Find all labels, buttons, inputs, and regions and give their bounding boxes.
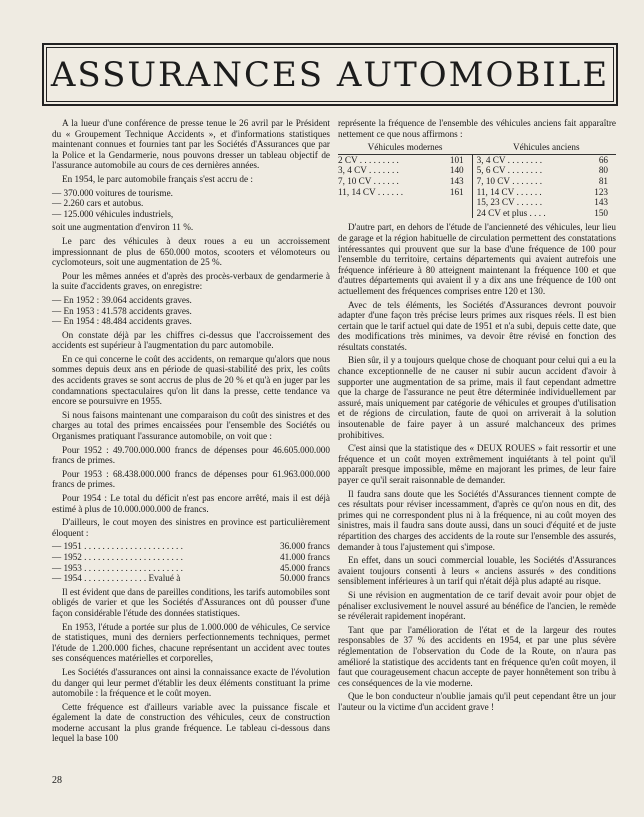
table-row <box>338 187 616 198</box>
paragraph: On constate déjà par les chiffres ci-dessus que l'accroissement des accidents est supérieur à l'augmentation du parc automobile. <box>52 329 330 351</box>
old-value: 81 <box>598 175 608 186</box>
modern-class: 7, 10 CV . . . . . . <box>338 175 399 186</box>
paragraph: A la lueur d'une conférence de presse tenue le 26 avril par le Président du « Groupement Technique Accidents », et d'informations statistiques maintenant connues et fournies tant par les Sociétés d'Assurances que par la Police et la Gendarmerie, nous pouvons dresser un tableau objectif de l'assurance automobile au cours de ces dernières années. <box>52 118 330 171</box>
cost-value: 50.000 francs <box>279 573 330 584</box>
list-item: — 370.000 voitures de tourisme. <box>52 187 173 198</box>
modern-class <box>338 208 438 219</box>
paragraph: représente la fréquence de l'ensemble des véhicules anciens fait apparaître nettement ce que nous affirmons : <box>338 118 616 139</box>
paragraph: Les Sociétés d'assurances ont ainsi la connaissance exacte de l'évolution du danger qui leur permet d'établir les deux éléments constituant la prime automobile : la fréquence et le coût moyen. <box>52 666 330 699</box>
cost-year: — 1953 . . . . . . . . . . . . . . . . . . . . . . <box>52 562 183 573</box>
modern-value: 161 <box>449 186 464 197</box>
paragraph: En 1954, le parc automobile français s'est accru de : <box>62 173 253 184</box>
paragraph: Cette fréquence est d'ailleurs variable avec la puissance fiscale et également la date de construction des véhicules, ceux de construction moderne accusant la plus grande fréquence. Le tableau ci-dessous dans lequel la base 100 <box>52 701 330 744</box>
cost-row <box>52 541 330 552</box>
title-frame <box>42 43 618 106</box>
old-class: 7, 10 CV . . . . . . . <box>476 175 543 186</box>
table-row <box>338 154 616 165</box>
title-inner-frame <box>46 47 614 102</box>
table-row <box>338 208 616 219</box>
table-header-old: Véhicules anciens <box>477 142 616 154</box>
modern-class: 11, 14 CV . . . . . . <box>338 186 404 197</box>
page-title: ASSURANCES AUTOMOBILE <box>50 54 610 95</box>
old-class: 5, 6 CV . . . . . . . . <box>476 165 543 176</box>
fleet-growth-list <box>52 188 330 220</box>
paragraph: D'autre part, en dehors de l'étude de l'ancienneté des véhicules, leur lieu de garage et la région habituelle de circulation permettent des constatations intéressantes qui prouvent que sur la base d'une fréquence de 100 pour l'ensemble du territoire, certains départements qui avaient autrefois une fréquence inférieure à 80 atteignent maintenant la fréquence 100 et que d'autres départements qui avaient il y a dix ans une fréquence de 100 ont actuellement des fréquences comprises entre 120 et 130. <box>338 222 616 296</box>
paragraph: Il est évident que dans de pareilles conditions, les tarifs automobiles sont obligés de varier et que les Sociétés d'Assurances ont dû pousser d'une façon considérable l'étude des données statistiques. <box>52 586 330 618</box>
paragraph: C'est ainsi que la statistique des « DEUX ROUES » fait ressortir et une fréquence et un coût moyen extrêmement inquiétants à tel point qu'il apparaît presque impossible, même en majorant les primes, de leur faire payer ce qu'il serait raisonnable de demander. <box>338 443 616 485</box>
old-value: 80 <box>598 165 608 176</box>
left-column <box>52 118 330 747</box>
modern-class <box>338 197 438 208</box>
list-item: — En 1954 : 48.484 accidents graves. <box>52 316 192 327</box>
cost-year: — 1951 . . . . . . . . . . . . . . . . . . . . . . <box>52 541 183 552</box>
list-item: — En 1953 : 41.578 accidents graves. <box>52 305 192 316</box>
cost-row <box>52 573 330 584</box>
page-number: 28 <box>52 775 62 786</box>
old-class: 24 CV et plus . . . . <box>476 207 546 218</box>
table-row <box>338 165 616 176</box>
old-value: 150 <box>594 207 608 218</box>
paragraph: Si nous faisons maintenant une comparaison du coût des sinistres et des charges au total des primes encaissées pour l'ensemble des Sociétés ou Organismes pratiquant l'assurance automobile, on voit que : <box>52 409 330 442</box>
old-class: 3, 4 CV . . . . . . . . <box>476 154 543 165</box>
cost-value: 45.000 francs <box>279 562 330 573</box>
modern-value: 140 <box>449 165 464 176</box>
list-item: — 2.260 cars et autobus. <box>52 198 144 209</box>
paragraph: Si une révision en augmentation de ce tarif devait avoir pour objet de pénaliser exclusivement le nouvel assuré au bénéfice de l'ancien, le remède se révélerait rapidement inopérant. <box>338 589 616 622</box>
paragraph: En 1953, l'étude a portée sur plus de 1.000.000 de véhicules, Ce service de statistiques, muni des derniers perfectionnements techniques, permet l'étude de 1.200.000 fiches, chacune représentant un accident avec toutes ses conséquences matérielles et corporelles, <box>52 621 330 664</box>
old-value: 123 <box>594 186 608 197</box>
paragraph: soit une augmentation d'environ 11 %. <box>52 222 194 233</box>
table-row <box>338 176 616 187</box>
old-value: 143 <box>594 197 608 208</box>
cost-value: 41.000 francs <box>279 551 330 562</box>
paragraph: Bien sûr, il y a toujours quelque chose de choquant pour celui qui a eu la chance exceptionnelle de ne causer ni subir aucun accident d'avoir à supporter une augmentation de sa prime, mais il faut cependant admettre que la charge de l'assurance ne peut être déterminée individuellement par assuré, mais uniquement par catégorie de véhicules et groupes d'utilisation et de régions de circulation, faute de quoi on arriverait à la solution insoutenable de faire payer à un assuré malchanceux des primes prohibitives. <box>338 355 616 440</box>
old-class: 11, 14 CV . . . . . . <box>476 186 542 197</box>
paragraph: Avec de tels éléments, les Sociétés d'Assurances devront pouvoir adapter d'une façon très précise leurs primes aux risques réels. Il est bien certain que le tarif actuel qui date de 1951 et n'a subi, depuis cette date, que des modifications très minimes, va devoir être révisé en fonction des résultats constatés. <box>338 299 616 352</box>
cost-value: 36.000 francs <box>279 541 330 552</box>
modern-class: 3, 4 CV . . . . . . . <box>338 165 399 176</box>
cost-year: — 1952 . . . . . . . . . . . . . . . . . . . . . . <box>52 551 183 562</box>
list-item: — 125.000 véhicules industriels, <box>52 208 174 219</box>
frequency-table <box>338 142 616 218</box>
accidents-list <box>52 295 330 327</box>
old-class: 15, 23 CV . . . . . . <box>476 197 543 208</box>
paragraph: Tant que par l'amélioration de l'état et de la largeur des routes responsables de 37 % des accidents en 1954, et par une plus sévère réglementation de l'observation du Code de la Route, on n'aura pas amélioré la statistique des accidents tant en fréquence qu'en coût moyen, il faut que courageusement chacun accepte de payer honnêtement son tribu à ces conséquences de la vie moderne. <box>338 624 616 688</box>
paragraph: Pour 1953 : 68.438.000.000 francs de dépenses pour 61.963.000.000 francs de primes. <box>52 468 330 490</box>
paragraph: Pour 1954 : Le total du déficit n'est pas encore arrêté, mais il est déjà estimé à plus de 10.000.000.000 de francs. <box>52 493 330 514</box>
table-row <box>338 197 616 208</box>
modern-class: 2 CV . . . . . . . . . <box>338 154 399 165</box>
old-value: 66 <box>598 154 608 165</box>
modern-value: 143 <box>449 175 464 186</box>
paragraph: D'ailleurs, le cout moyen des sinistres en province est particulièrement éloquent : <box>52 517 330 538</box>
modern-value: 101 <box>449 154 464 165</box>
cost-row <box>52 563 330 574</box>
paragraph: En effet, dans un souci commercial louable, les Sociétés d'Assurances avaient toujours consenti à leurs « anciens assurés » des conditions sensiblement inférieures à un tarif qui n'était déjà plus adapté au risque. <box>338 555 616 587</box>
paragraph: Pour les mêmes années et d'après des procès-verbaux de gendarmerie à la suite d'accidents graves, on enregistre: <box>52 270 330 292</box>
cost-row <box>52 552 330 563</box>
paragraph: Pour 1952 : 49.700.000.000 francs de dépenses pour 46.605.000.000 francs de primes. <box>52 444 330 466</box>
paragraph: Que le bon conducteur n'oublie jamais qu'il peut cependant être un jour l'auteur ou la victime d'un accident grave ! <box>338 691 616 712</box>
paragraph: En ce qui concerne le coût des accidents, on remarque qu'alors que nous sommes depuis deux ans en période de quasi-stabilité des prix, les coûts des accidents graves se sont accrus de plus de 20 % et qu'à en juger par les condamnations spectaculaires qu'on lit dans la presse, cette tendance va encore se poursuivre en 1955. <box>52 353 330 407</box>
paragraph: Le parc des véhicules à deux roues a eu un accroissement impressionnant de plus de 650.000 motos, scooters et vélomoteurs ou cyclomoteurs, soit une augmentation de 25 %. <box>52 235 330 268</box>
paragraph: Il faudra sans doute que les Sociétés d'Assurances tiennent compte de ces résultats pour réviser incessamment, d'après ce qu'on nous en dit, des primes qui ne correspondent plus ni à la fréquence, ni au coût moyen des sinistres, mais il faudra sans doute aussi, dans un souci d'équité et de juste répartition des charges des accidents de la route sur l'ensemble des assurés, demander à tous l'ajustement qui s'impose. <box>338 488 616 552</box>
average-cost-list <box>52 541 330 583</box>
modern-value <box>438 197 472 208</box>
list-item: — En 1952 : 39.064 accidents graves. <box>52 294 192 305</box>
table-header-modern: Véhicules modernes <box>338 142 472 154</box>
right-column <box>338 118 616 715</box>
cost-year: — 1954 . . . . . . . . . . . . . . Evalué à <box>52 573 181 584</box>
modern-value <box>438 208 472 219</box>
